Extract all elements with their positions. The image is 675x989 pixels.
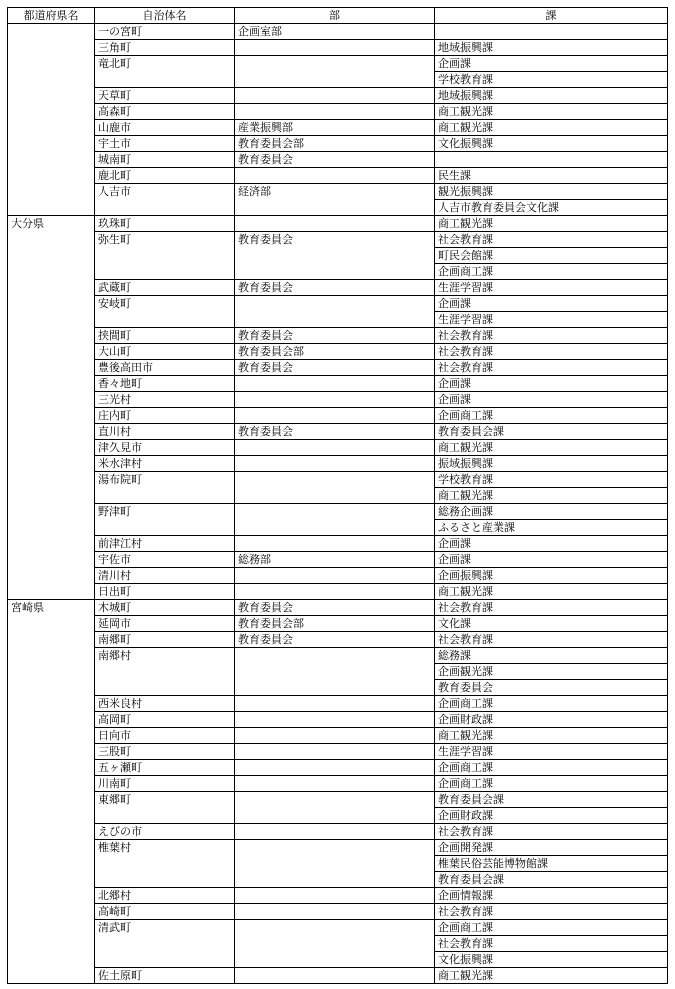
department-cell: 教育委員会 xyxy=(235,232,435,280)
department-cell: 教育委員会 xyxy=(235,600,435,616)
municipality-cell: 三角町 xyxy=(95,40,235,56)
table-row xyxy=(8,152,668,168)
section-cell: 企画課 xyxy=(435,376,668,392)
municipality-cell: 高崎町 xyxy=(95,904,235,920)
section-cell: 学校教育課 xyxy=(435,72,668,88)
municipality-cell: 椎葉村 xyxy=(95,840,235,888)
header-municipality: 自治体名 xyxy=(95,8,235,24)
table-row xyxy=(8,744,668,760)
section-cell: 社会教育課 xyxy=(435,632,668,648)
municipality-cell: 高森町 xyxy=(95,104,235,120)
department-cell xyxy=(235,536,435,552)
municipality-cell: 野津町 xyxy=(95,504,235,536)
section-cell: 人吉市教育委員会文化課 xyxy=(435,200,668,216)
section-cell: 教育委員会課 xyxy=(435,792,668,808)
header-prefecture: 都道府県名 xyxy=(8,8,95,24)
department-cell xyxy=(235,776,435,792)
table-row xyxy=(8,712,668,728)
section-cell: 企画課 xyxy=(435,296,668,312)
section-cell: 文化振興課 xyxy=(435,952,668,968)
municipality-cell: 高岡町 xyxy=(95,712,235,728)
table-row xyxy=(8,232,668,248)
section-cell: 教育委員会課 xyxy=(435,872,668,888)
table-row xyxy=(8,392,668,408)
department-cell xyxy=(235,568,435,584)
table-body xyxy=(8,24,668,984)
section-cell: 社会教育課 xyxy=(435,360,668,376)
table-row xyxy=(8,104,668,120)
section-cell: 社会教育課 xyxy=(435,344,668,360)
section-cell: 商工観光課 xyxy=(435,728,668,744)
table-row xyxy=(8,440,668,456)
municipality-cell: 西米良村 xyxy=(95,696,235,712)
section-cell: 生涯学習課 xyxy=(435,280,668,296)
department-cell xyxy=(235,904,435,920)
department-cell: 教育委員会部 xyxy=(235,136,435,152)
department-cell xyxy=(235,920,435,968)
table-row xyxy=(8,792,668,808)
header-row xyxy=(8,8,668,24)
section-cell: 商工観光課 xyxy=(435,440,668,456)
table-row xyxy=(8,424,668,440)
table-row xyxy=(8,904,668,920)
section-cell: 企画財政課 xyxy=(435,712,668,728)
department-cell xyxy=(235,296,435,328)
municipality-cell: 東郷町 xyxy=(95,792,235,824)
table-row xyxy=(8,616,668,632)
table-row xyxy=(8,888,668,904)
department-cell xyxy=(235,824,435,840)
section-cell: 生涯学習課 xyxy=(435,744,668,760)
department-cell xyxy=(235,584,435,600)
table-row xyxy=(8,776,668,792)
section-cell xyxy=(435,24,668,40)
section-cell: 企画課 xyxy=(435,56,668,72)
table-row xyxy=(8,168,668,184)
section-cell: 町民会館課 xyxy=(435,248,668,264)
section-cell: 企画財政課 xyxy=(435,808,668,824)
municipality-cell: 弥生町 xyxy=(95,232,235,280)
table-row xyxy=(8,136,668,152)
department-cell xyxy=(235,888,435,904)
table-row xyxy=(8,328,668,344)
table-row xyxy=(8,840,668,856)
header-section: 課 xyxy=(435,8,668,24)
table-row xyxy=(8,824,668,840)
municipality-cell: 米水津村 xyxy=(95,456,235,472)
municipality-cell: 清川村 xyxy=(95,568,235,584)
department-cell xyxy=(235,56,435,88)
department-cell xyxy=(235,728,435,744)
table-row xyxy=(8,568,668,584)
section-cell: 社会教育課 xyxy=(435,936,668,952)
section-cell: 企画課 xyxy=(435,536,668,552)
table-row xyxy=(8,408,668,424)
section-cell: 商工観光課 xyxy=(435,120,668,136)
municipality-cell: 清武町 xyxy=(95,920,235,968)
municipality-cell: 北郷村 xyxy=(95,888,235,904)
department-cell xyxy=(235,88,435,104)
department-cell xyxy=(235,376,435,392)
municipality-cell: 竜北町 xyxy=(95,56,235,88)
section-cell: 企画商工課 xyxy=(435,264,668,280)
section-cell: 企画振興課 xyxy=(435,568,668,584)
header-department: 部 xyxy=(235,8,435,24)
department-cell: 産業振興部 xyxy=(235,120,435,136)
prefecture-cell xyxy=(8,24,95,216)
section-cell: 地域振興課 xyxy=(435,40,668,56)
prefecture-cell: 大分県 xyxy=(8,216,95,600)
department-cell xyxy=(235,392,435,408)
section-cell: 学校教育課 xyxy=(435,472,668,488)
section-cell: 文化振興課 xyxy=(435,136,668,152)
table-row xyxy=(8,760,668,776)
department-cell xyxy=(235,792,435,824)
department-cell xyxy=(235,744,435,760)
section-cell: 商工観光課 xyxy=(435,104,668,120)
municipality-cell: 日出町 xyxy=(95,584,235,600)
table-row xyxy=(8,120,668,136)
municipality-cell: 山鹿市 xyxy=(95,120,235,136)
municipality-cell: 日向市 xyxy=(95,728,235,744)
section-cell xyxy=(435,152,668,168)
municipality-cell: 直川村 xyxy=(95,424,235,440)
section-cell: 企画商工課 xyxy=(435,696,668,712)
section-cell: 企画課 xyxy=(435,392,668,408)
section-cell: 総務課 xyxy=(435,648,668,664)
department-cell: 教育委員会 xyxy=(235,424,435,440)
table-row xyxy=(8,728,668,744)
department-cell: 経済部 xyxy=(235,184,435,216)
section-cell: 社会教育課 xyxy=(435,232,668,248)
municipality-cell: 延岡市 xyxy=(95,616,235,632)
table-row xyxy=(8,920,668,936)
department-cell: 総務部 xyxy=(235,552,435,568)
department-cell xyxy=(235,840,435,888)
municipality-cell: 前津江村 xyxy=(95,536,235,552)
table-row xyxy=(8,56,668,72)
department-cell xyxy=(235,456,435,472)
prefecture-cell: 宮崎県 xyxy=(8,600,95,984)
table-row xyxy=(8,472,668,488)
department-cell: 教育委員会 xyxy=(235,328,435,344)
table-row xyxy=(8,184,668,200)
department-cell: 教育委員会部 xyxy=(235,344,435,360)
section-cell: 地域振興課 xyxy=(435,88,668,104)
municipality-cell: 人吉市 xyxy=(95,184,235,216)
section-cell: 企画観光課 xyxy=(435,664,668,680)
section-cell: 椎葉民俗芸能博物館課 xyxy=(435,856,668,872)
municipality-cell: 佐土原町 xyxy=(95,968,235,984)
section-cell: 観光振興課 xyxy=(435,184,668,200)
municipality-cell: 挟間町 xyxy=(95,328,235,344)
department-cell xyxy=(235,440,435,456)
department-cell xyxy=(235,216,435,232)
municipality-cell: 庄内町 xyxy=(95,408,235,424)
department-cell: 教育委員会部 xyxy=(235,616,435,632)
section-cell: 商工観光課 xyxy=(435,216,668,232)
municipality-cell: 天草町 xyxy=(95,88,235,104)
department-cell xyxy=(235,40,435,56)
department-cell xyxy=(235,408,435,424)
table-row xyxy=(8,360,668,376)
table-row xyxy=(8,216,668,232)
section-cell: 商工観光課 xyxy=(435,968,668,984)
section-cell: 企画商工課 xyxy=(435,776,668,792)
municipality-cell: 木城町 xyxy=(95,600,235,616)
section-cell: 企画商工課 xyxy=(435,408,668,424)
table-row xyxy=(8,504,668,520)
municipality-cell: 大山町 xyxy=(95,344,235,360)
municipality-cell: 宇土市 xyxy=(95,136,235,152)
municipality-cell: 津久見市 xyxy=(95,440,235,456)
table-row xyxy=(8,632,668,648)
municipality-cell: 宇佐市 xyxy=(95,552,235,568)
department-cell xyxy=(235,168,435,184)
department-cell xyxy=(235,712,435,728)
section-cell: 企画商工課 xyxy=(435,920,668,936)
section-cell: 文化課 xyxy=(435,616,668,632)
municipality-cell: 川南町 xyxy=(95,776,235,792)
municipality-cell: 鹿北町 xyxy=(95,168,235,184)
municipality-table-container xyxy=(7,7,668,984)
municipality-cell: 武蔵町 xyxy=(95,280,235,296)
municipality-cell: 三光村 xyxy=(95,392,235,408)
table-row xyxy=(8,584,668,600)
table-row xyxy=(8,552,668,568)
department-cell xyxy=(235,504,435,536)
section-cell: 社会教育課 xyxy=(435,824,668,840)
department-cell: 企画室部 xyxy=(235,24,435,40)
department-cell: 教育委員会 xyxy=(235,360,435,376)
table-row xyxy=(8,600,668,616)
table-row xyxy=(8,88,668,104)
municipality-cell: 湯布院町 xyxy=(95,472,235,504)
department-cell: 教育委員会 xyxy=(235,280,435,296)
municipality-cell: 三股町 xyxy=(95,744,235,760)
municipality-cell: 城南町 xyxy=(95,152,235,168)
section-cell: 商工観光課 xyxy=(435,584,668,600)
department-cell xyxy=(235,472,435,504)
department-cell xyxy=(235,968,435,984)
section-cell: 生涯学習課 xyxy=(435,312,668,328)
section-cell: 教育委員会課 xyxy=(435,424,668,440)
section-cell: 企画開発課 xyxy=(435,840,668,856)
section-cell: ふるさと産業課 xyxy=(435,520,668,536)
department-cell: 教育委員会 xyxy=(235,632,435,648)
municipality-table xyxy=(7,7,668,984)
table-row xyxy=(8,296,668,312)
table-row xyxy=(8,536,668,552)
municipality-cell: 一の宮町 xyxy=(95,24,235,40)
table-row xyxy=(8,696,668,712)
table-row xyxy=(8,968,668,984)
table-row xyxy=(8,456,668,472)
section-cell: 民生課 xyxy=(435,168,668,184)
municipality-cell: 豊後高田市 xyxy=(95,360,235,376)
municipality-cell: 安岐町 xyxy=(95,296,235,328)
department-cell xyxy=(235,648,435,696)
municipality-cell: 香々地町 xyxy=(95,376,235,392)
table-row xyxy=(8,376,668,392)
table-row xyxy=(8,280,668,296)
table-row xyxy=(8,344,668,360)
table-row xyxy=(8,40,668,56)
section-cell: 社会教育課 xyxy=(435,904,668,920)
table-row xyxy=(8,24,668,40)
municipality-cell: 玖珠町 xyxy=(95,216,235,232)
section-cell: 社会教育課 xyxy=(435,328,668,344)
section-cell: 企画商工課 xyxy=(435,760,668,776)
section-cell: 社会教育課 xyxy=(435,600,668,616)
department-cell xyxy=(235,696,435,712)
municipality-cell: 五ヶ瀬町 xyxy=(95,760,235,776)
section-cell: 振域振興課 xyxy=(435,456,668,472)
section-cell: 企画課 xyxy=(435,552,668,568)
department-cell: 教育委員会 xyxy=(235,152,435,168)
municipality-cell: えびの市 xyxy=(95,824,235,840)
table-row xyxy=(8,648,668,664)
department-cell xyxy=(235,760,435,776)
department-cell xyxy=(235,104,435,120)
municipality-cell: 南郷村 xyxy=(95,648,235,696)
section-cell: 企画情報課 xyxy=(435,888,668,904)
section-cell: 商工観光課 xyxy=(435,488,668,504)
section-cell: 総務企画課 xyxy=(435,504,668,520)
section-cell: 教育委員会 xyxy=(435,680,668,696)
municipality-cell: 南郷町 xyxy=(95,632,235,648)
